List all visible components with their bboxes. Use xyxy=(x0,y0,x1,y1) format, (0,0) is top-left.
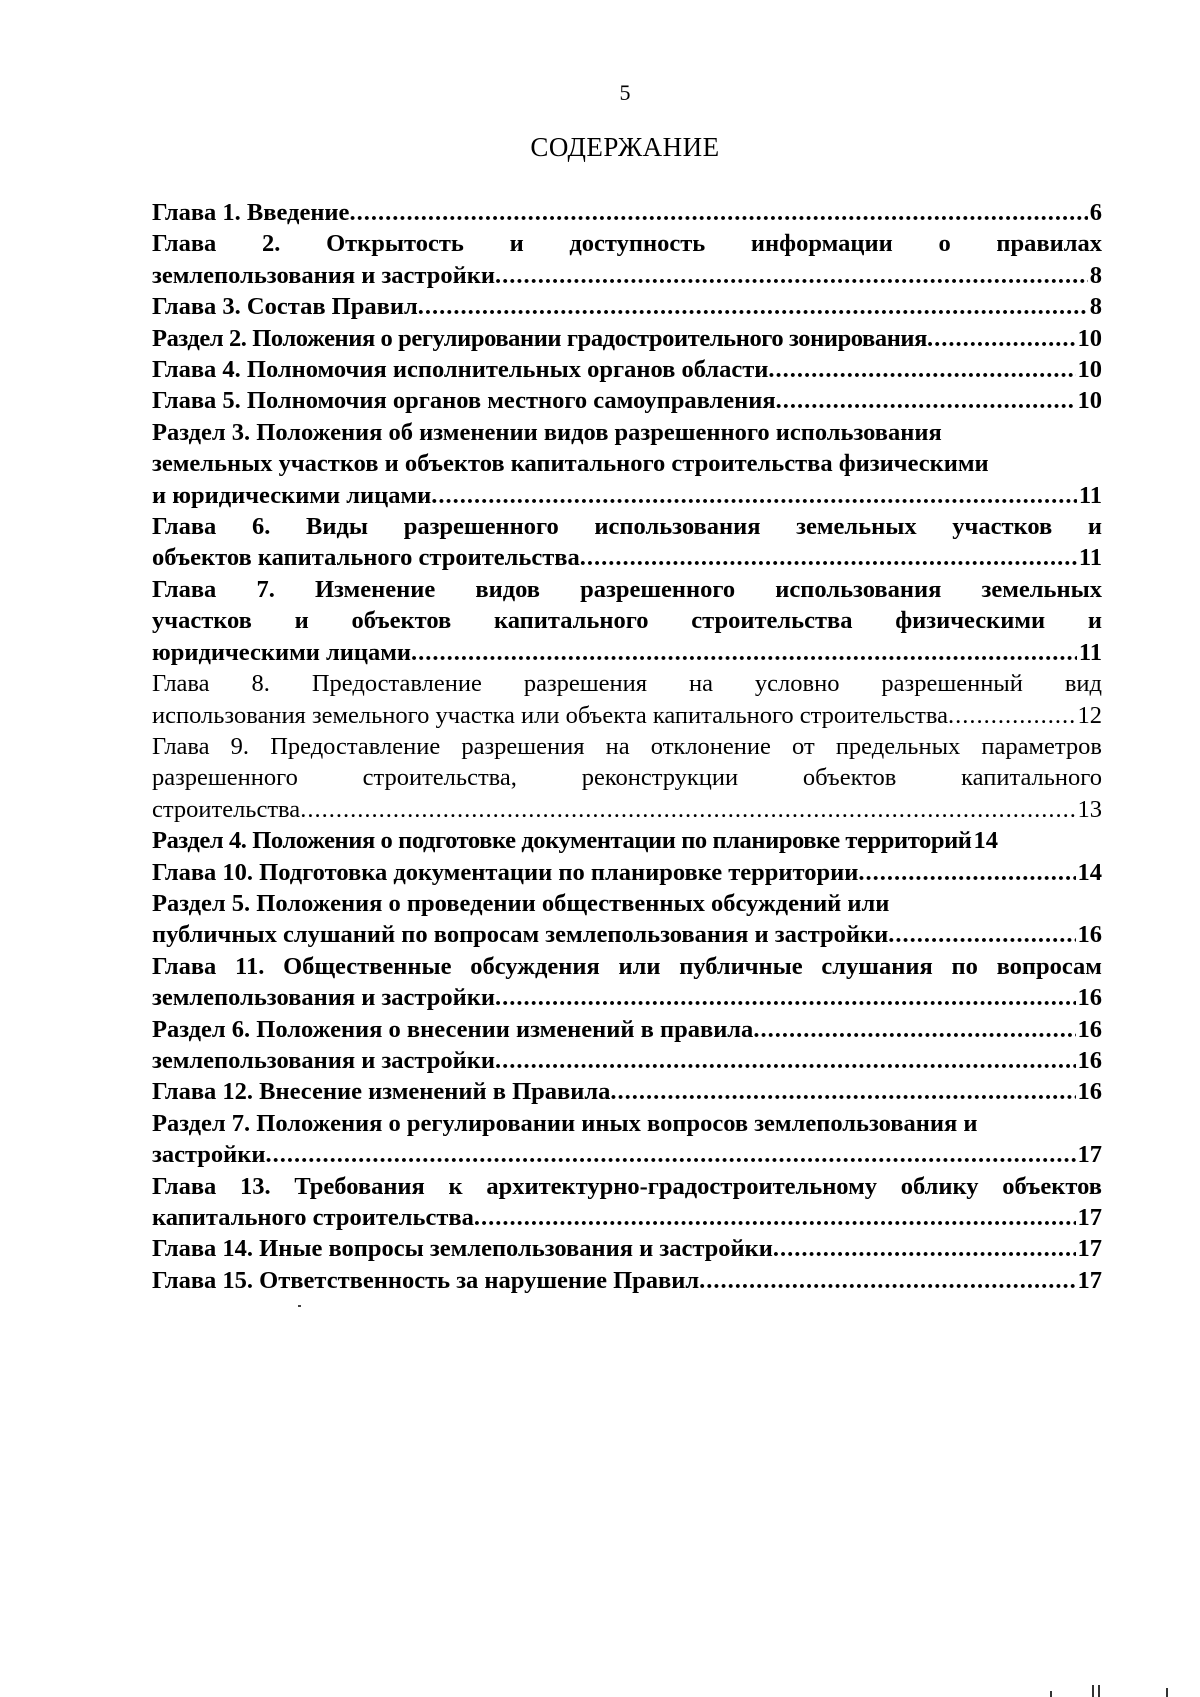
toc-entry[interactable] xyxy=(152,857,1102,888)
toc-entry-line: Глава 7. Изменение видов разрешенного использования земельных xyxy=(152,575,1102,603)
toc-entry[interactable] xyxy=(152,1171,1102,1234)
toc-entry-page: 8 xyxy=(1089,293,1102,321)
toc-entry-title: Глава 4. Полномочия исполнительных органов области xyxy=(152,356,769,384)
toc-entry-title: Глава 1. Введение xyxy=(152,199,350,226)
toc-entry-line: землепользования и застройки xyxy=(152,984,495,1012)
toc-entry-title: Раздел 6. Положения о внесении изменений в правила xyxy=(152,1015,754,1043)
toc-entry-line: строительства xyxy=(152,795,301,823)
toc-entry-page: 11 xyxy=(1078,638,1102,666)
toc-entry-line: объектов капитального строительства xyxy=(152,544,580,572)
toc-entry-page: 16 xyxy=(1077,1015,1102,1043)
toc-entry[interactable] xyxy=(152,574,1102,668)
toc-entry-page: 14 xyxy=(973,827,999,855)
toc-entry-page: 16 xyxy=(1077,1078,1102,1106)
toc-entry[interactable] xyxy=(152,291,1102,322)
toc-entry-page: 10 xyxy=(1077,387,1102,415)
toc-entry-line: Глава 11. Общественные обсуждения или публичные слушания по вопросам xyxy=(152,952,1102,980)
dot-leader xyxy=(699,1265,1075,1296)
toc-entry-title: Раздел 2. Положения о регулировании градостроительного зонирования xyxy=(152,324,928,352)
toc-entry-line: Глава 8. Предоставление разрешения на условно разрешенный вид xyxy=(152,670,1102,698)
toc-entry[interactable] xyxy=(152,385,1102,416)
toc-entry-line: капитального строительства xyxy=(152,1204,474,1231)
toc-entry-title: Глава 15. Ответственность за нарушение Правил xyxy=(152,1266,700,1294)
dot-leader xyxy=(927,323,1075,354)
toc-entry-page: 17 xyxy=(1077,1235,1102,1263)
toc-entry-page: 17 xyxy=(1077,1141,1102,1169)
toc-entry[interactable] xyxy=(152,417,1102,511)
dot-leader xyxy=(266,1139,1076,1170)
toc-entry-line: Раздел 5. Положения о проведении общественных обсуждений или xyxy=(152,889,890,917)
toc-entry[interactable] xyxy=(152,825,1102,856)
toc-entry-line: и юридическими лицами xyxy=(152,481,432,509)
toc-entry-title: Раздел 4. Положения о подготовке документации по планировке территорий xyxy=(152,827,972,855)
scan-speck xyxy=(298,1305,301,1307)
toc-entry-line: застройки xyxy=(152,1141,266,1169)
toc-title: СОДЕРЖАНИЕ xyxy=(530,132,720,162)
toc-entry-page: 17 xyxy=(1077,1204,1102,1231)
toc-entry[interactable] xyxy=(152,731,1102,825)
toc-entry-page: 17 xyxy=(1077,1266,1102,1294)
toc-entry-line: участков и объектов капитального строительства физическими и xyxy=(152,607,1102,635)
toc-entry-page: 11 xyxy=(1078,544,1102,572)
dot-leader xyxy=(776,385,1076,416)
dot-leader xyxy=(768,354,1075,385)
toc-entry-title: Глава 3. Состав Правил xyxy=(152,293,418,321)
toc-entry[interactable] xyxy=(152,197,1102,228)
dot-leader xyxy=(948,700,1076,731)
toc-entry[interactable] xyxy=(152,354,1102,385)
scan-edge-marks xyxy=(1040,1680,1180,1697)
toc-entry-line: Глава 6. Виды разрешенного использования земельных участков и xyxy=(152,513,1102,541)
toc-entry[interactable] xyxy=(152,668,1102,731)
toc-entry-line: земельных участков и объектов капитального строительства физическими xyxy=(152,450,989,478)
toc-entry-title: Глава 10. Подготовка документации по планировке территории xyxy=(152,858,859,886)
toc-entry-page: 16 xyxy=(1077,1046,1102,1074)
toc-entry[interactable] xyxy=(152,1045,1102,1076)
toc-entry-page: 8 xyxy=(1089,261,1102,289)
toc-entry-line: землепользования и застройки xyxy=(152,261,495,289)
toc-entry-line: разрешенного строительства, реконструкции объектов капитального xyxy=(152,764,1102,792)
dot-leader xyxy=(300,794,1075,825)
toc-entry[interactable] xyxy=(152,1108,1102,1171)
toc-entry[interactable] xyxy=(152,323,1102,354)
toc-entry-page: 16 xyxy=(1077,921,1102,949)
dot-leader xyxy=(431,480,1077,511)
toc-entry-line: публичных слушаний по вопросам землепользования и застройки xyxy=(152,921,889,949)
toc-entry[interactable] xyxy=(152,1076,1102,1107)
toc-entry-title: Глава 5. Полномочия органов местного самоуправления xyxy=(152,387,776,415)
dot-leader xyxy=(495,260,1088,291)
dot-leader xyxy=(411,637,1077,668)
dot-leader xyxy=(888,919,1075,950)
toc-entry-title: Глава 14. Иные вопросы землепользования и застройки xyxy=(152,1235,773,1263)
toc-entry-page: 10 xyxy=(1077,356,1102,384)
dot-leader xyxy=(349,197,1087,228)
toc-entry-page: 6 xyxy=(1089,199,1102,226)
toc-entry-page: 12 xyxy=(1077,701,1102,729)
toc-entry-page: 16 xyxy=(1077,984,1102,1012)
toc-entry-line: использования земельного участка или объекта капитального строительства xyxy=(152,701,948,729)
toc-entry[interactable] xyxy=(152,1014,1102,1045)
toc-entry-title: землепользования и застройки xyxy=(152,1046,495,1074)
toc-entry-line: Глава 2. Открытость и доступность информации о правилах xyxy=(152,230,1102,258)
dot-leader xyxy=(418,291,1088,322)
toc-entry[interactable] xyxy=(152,1265,1102,1296)
dot-leader xyxy=(610,1076,1075,1107)
dot-leader xyxy=(773,1233,1076,1264)
toc-entry[interactable] xyxy=(152,228,1102,291)
toc-entry[interactable] xyxy=(152,1233,1102,1264)
toc-entry-line: Раздел 3. Положения об изменении видов разрешенного использования xyxy=(152,418,942,446)
toc-entry-line: юридическими лицами xyxy=(152,638,412,666)
toc-entry-page: 11 xyxy=(1078,481,1102,509)
toc-entry[interactable] xyxy=(152,951,1102,1014)
dot-leader xyxy=(495,1045,1076,1076)
dot-leader xyxy=(858,857,1075,888)
toc-entry-page: 10 xyxy=(1077,324,1102,352)
table-of-contents xyxy=(152,197,1102,1296)
toc-entry-page: 14 xyxy=(1077,858,1102,886)
toc-entry-page: 13 xyxy=(1077,795,1102,823)
dot-leader xyxy=(495,982,1076,1013)
toc-entry-line: Глава 13. Требования к архитектурно-градостроительному облику объектов xyxy=(152,1172,1102,1200)
toc-entry[interactable] xyxy=(152,511,1102,574)
toc-entry-line: Глава 9. Предоставление разрешения на отклонение от предельных параметров xyxy=(152,732,1102,760)
dot-leader xyxy=(474,1202,1076,1233)
page-number: 5 xyxy=(619,80,631,105)
toc-entry-title: Глава 12. Внесение изменений в Правила xyxy=(152,1078,611,1106)
dot-leader xyxy=(753,1014,1075,1045)
toc-entry-line: Раздел 7. Положения о регулировании иных вопросов землепользования и xyxy=(152,1109,978,1137)
toc-entry[interactable] xyxy=(152,888,1102,951)
dot-leader xyxy=(580,542,1077,573)
